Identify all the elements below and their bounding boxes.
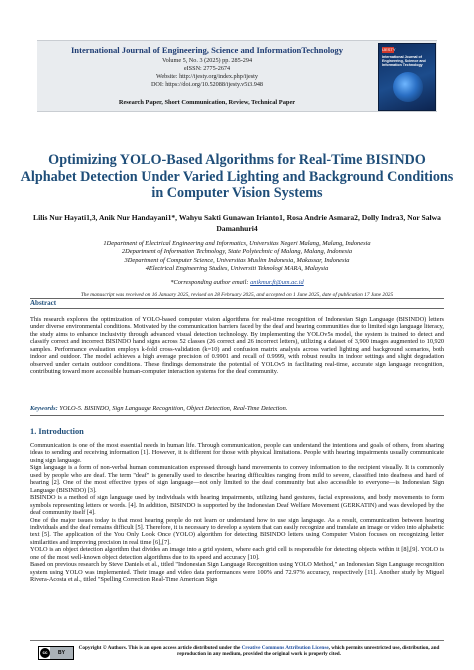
keywords-label: Keywords: [30,405,58,412]
keywords-text: YOLO-5. BISINDO, Sign Language Recognition, Object Detection, Real-Time Detection. [59,405,288,412]
corresponding-email-link[interactable]: anikmur.ft@um.ac.id [250,279,304,286]
abstract-text: This research explores the optimization of YOLO-based computer vision algorithms for real-time recognition of Indonesian Sign Language (BISINDO) letters under diverse environmental conditions. Motivated by the communication barriers faced by the deaf and hearing communities due to limited sign language literacy, the study aims to enhance inclusivity through advanced visual detection technology. By implementing the YOLOv5s model, the system is trained to detect and classify correct and incorrect BISINDO hand signs across 52 classes (26 correct and 26 incorrect letters), utilizing a dataset of 3,900 images augmented to 10,920 samples. Performance evaluation employs k-fold cross-validation (k=10) and confusion matrix analysis across varied lighting and background scenarios, both indoor and outdoor. The model achieves a high average precision of 0.9901 and recall of 0.9999, with robust results in indoor settings and slight degradation observed under certain outdoor conditions. These findings demonstrate the potential of YOLOv5 in facilitating real-time, accurate sign language recognition, contributing toward more accessible human-computer interaction systems for the deaf community. [30,316,444,376]
copyright-notice [78,645,440,658]
journal-eissn: eISSN: 2775-2674 [183,65,231,72]
cover-graphic [393,72,423,102]
journal-cover-image [378,43,436,111]
license-footer [30,640,444,663]
divider [30,298,444,299]
journal-website[interactable]: Website: http://ijesty.org/index.php/ijesty [156,73,258,80]
cover-title: International Journal of Engineering, Science and Information Technology [382,55,426,68]
author-list [30,212,444,234]
section-heading-introduction: 1. Introduction [30,427,84,436]
cc-by-badge-icon[interactable] [38,646,74,660]
divider [30,415,444,416]
corresponding-author [30,279,444,286]
affiliation-2: 2Department of Information Technology, State Polytechnic of Malang, Malang, Indonesia [121,248,353,256]
affiliations [30,240,444,274]
cc-icon: cc [40,648,50,658]
manuscript-dates: The manuscript was received on 16 January 2025, revised on 28 February 2025, and accepted on 1 June 2025, date of publication 17 June 2025 [80,292,394,298]
keywords [30,405,444,412]
journal-header [37,40,437,112]
corresponding-label: *Corresponding author email: [170,279,249,286]
copyright-prefix: Copyright © Authors. This is an open access article distributed under the [78,645,241,651]
cover-logo: IJESTY [382,47,396,52]
paper-title: Optimizing YOLO-Based Algorithms for Real-Time BISINDO Alphabet Detection Under Varied Lighting and Background Conditions in Computer Vision Systems [20,152,454,201]
copyright-suffix: , which permits unrestricted use, distribution, and reproduction in any medium, provided the original work is properly cited. [177,645,440,658]
divider [30,308,444,309]
paper-type: Research Paper, Short Communication, Review, Technical Paper [118,99,296,106]
license-link[interactable]: Creative Commons Attribution License [241,645,329,651]
affiliation-3: 3Department of Computer Science, Universitas Muslim Indonesia, Makassar, Indonesia [124,256,350,264]
journal-volume: Volume 5, No. 3 (2025) pp. 285-294 [161,57,253,64]
author-names: Lilis Nur Hayati1,3, Anik Nur Handayani1*, Wahyu Sakti Gunawan Irianto1, Rosa Andrie Asmara2, Dolly Indra3, Nor Salwa Damanhuri4 [33,213,441,233]
affiliation-1: 1Department of Electrical Engineering and Informatics, Universitas Negeri Malang, Malang, Indonesia [103,240,371,247]
abstract-heading: Abstract [30,299,57,307]
journal-name: International Journal of Engineering, Science and InformationTechnology [70,45,344,55]
introduction-text: Communication is one of the most essential needs in human life. Through communication, people can understand the intentions and goals of others, from sharing ideas to sending and receiving information [1]. However, it is different for those with physical limitations. People with hearing impairments usually communicate using sign language. Sign language is a form of non-verbal human communication expressed through hand movements to convey information to the recipient visually. It is commonly used by people who are deaf. The term "deaf" is generally used to describe hearing difficulties ranging from mild to severe, classified into deafness and hard of hearing [2]. One of the most effective types of sign language—not only limited to the deaf community but also accessible to everyone—is Indonesian Sign Language (BISINDO) [3]. BISINDO is a method of sign language used by individuals with hearing impairments, utilizing hand gestures, facial expressions, and body movements to form symbols representing letters or words. [4]. In addition, BISINDO is supported by the Indonesian Deaf Welfare Movement (GERKATIN) and was developed by the deaf community itself [4]. One of the major issues today is that most hearing people do not learn or understand how to use sign language. As a result, communication between hearing individuals and the deaf remains difficult [5]. Therefore, it is necessary to develop a system that can easily recognize and translate an image or video into alphabetic text [5]. The application of the You Only Look Once (YOLO) algorithm for detecting BISINDO letters using Computer Vision focuses on recognizing letter similarities and improving precision in real time [6],[7]. YOLO is an object detection algorithm that divides an image into a grid system, where each grid cell is responsible for detecting objects within it [8],[9]. YOLO is one of the most well-known object detection algorithms due to its speed and accuracy [10]. Based on previous research by Steve Daniels et al., titled "Indonesian Sign Language Recognition using YOLO Method," an Indonesian Sign Language recognition system using YOLO was implemented. Their image and video data performances were 100% and 72.97% accuracy, respectively [11]. Another study by Miguel Rivera-Acosta et al., titled "Spelling Correction Real-Time American Sign [30,442,444,584]
by-icon: BY [50,647,73,659]
affiliation-4: 4Electrical Engineering Studies, Universiti Teknologi MARA, Malaysia [145,265,329,273]
journal-doi[interactable]: DOI: https://doi.org/10.52088/ijesty.v5i3.948 [150,81,264,88]
